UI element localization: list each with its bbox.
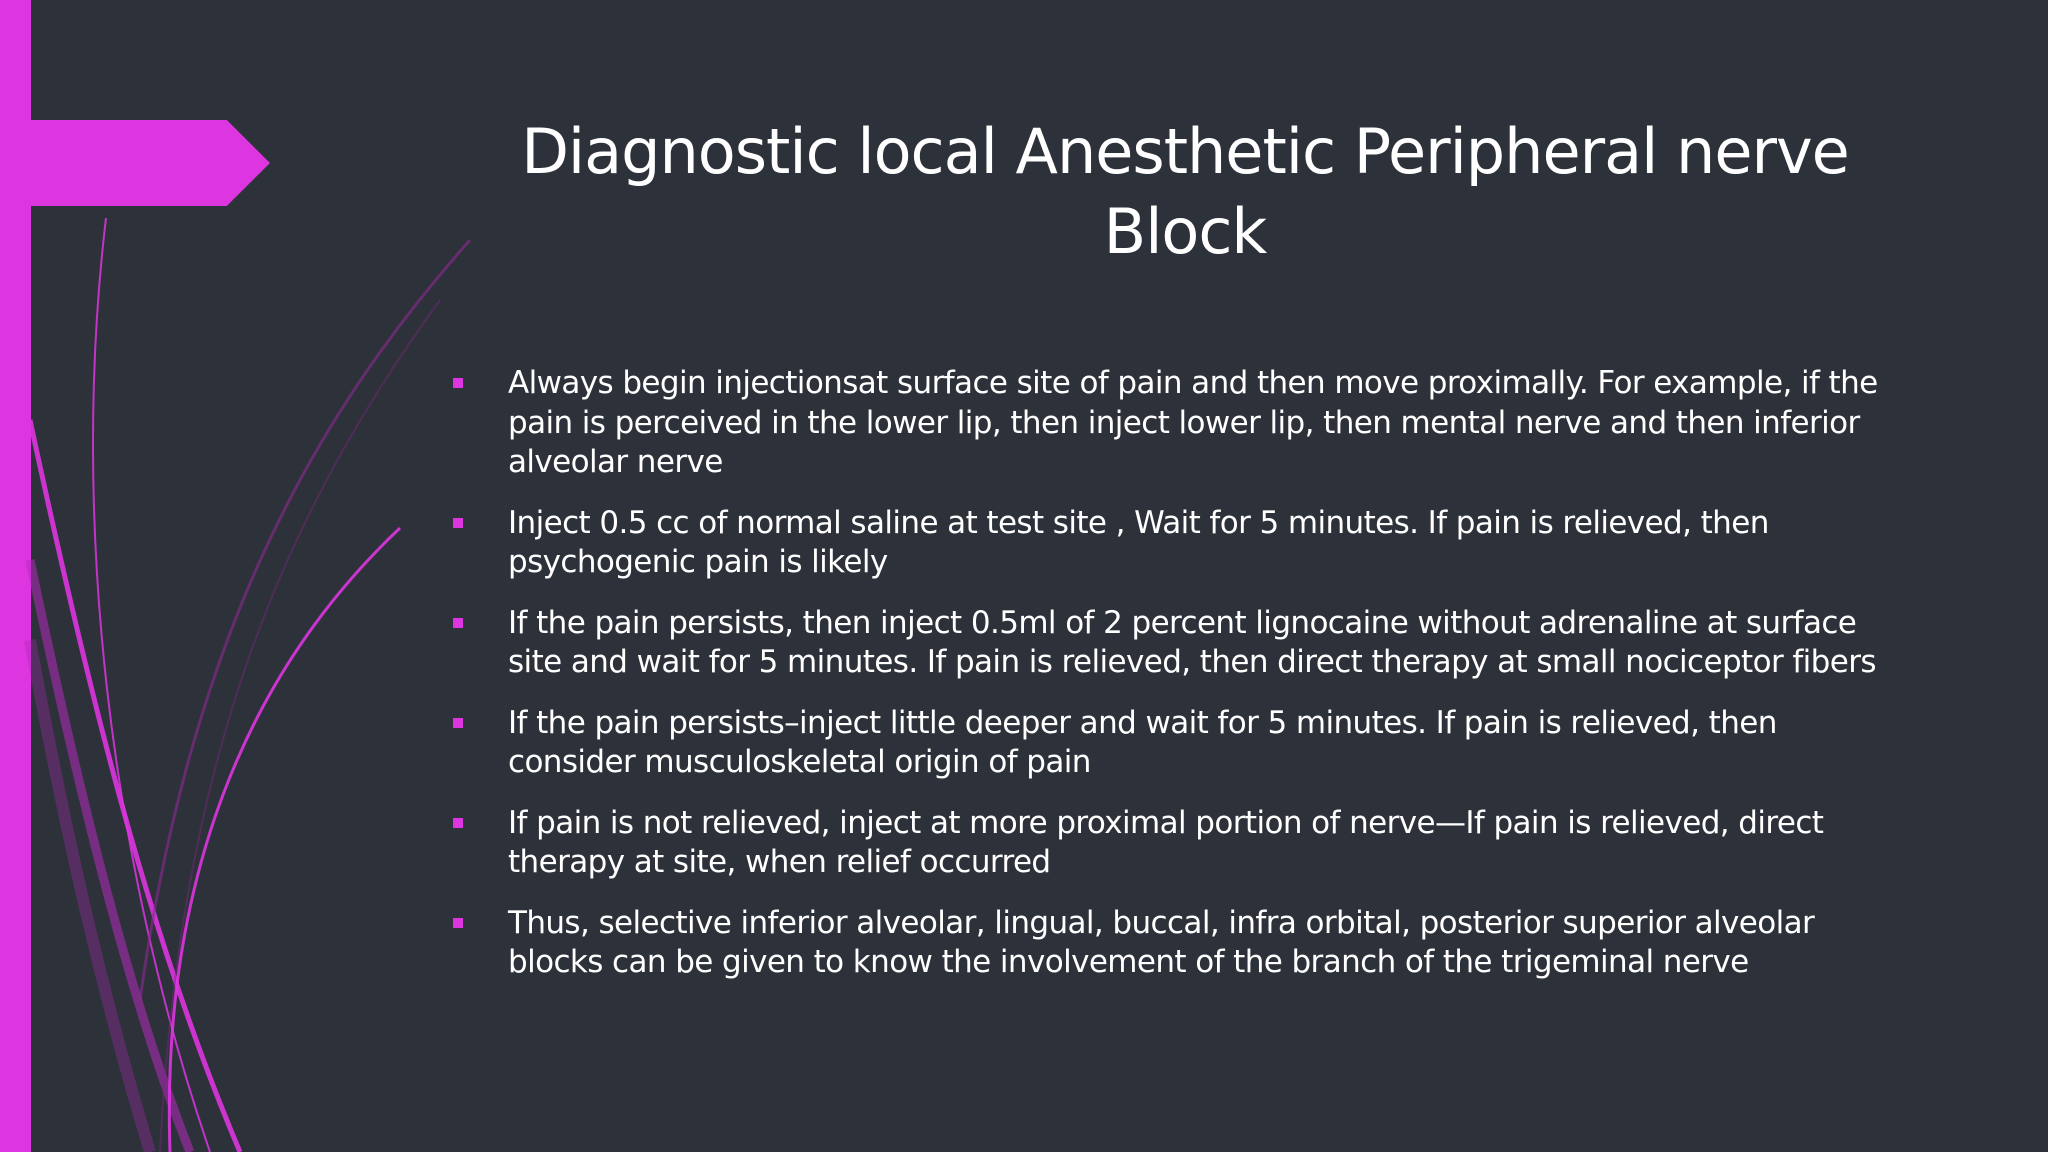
bullet-text: If the pain persists–inject little deeper and wait for 5 minutes. If pain is relieved, then consider musculoskeletal origin of pain	[508, 704, 1777, 780]
bullet-item	[450, 704, 1890, 783]
bullet-item	[450, 604, 1890, 683]
slide-title: Diagnostic local Anesthetic Peripheral nerve Block	[521, 115, 1849, 268]
bullet-item	[450, 804, 1890, 883]
bullet-text: If the pain persists, then inject 0.5ml of 2 percent lignocaine without adrenaline at surface site and wait for 5 minutes. If pain is relieved, then direct therapy at small nociceptor fibers	[508, 604, 1876, 680]
square-bullet-icon	[453, 618, 463, 628]
bullet-text: If pain is not relieved, inject at more proximal portion of nerve—If pain is relieved, direct therapy at site, when relief occurred	[508, 804, 1824, 880]
square-bullet-icon	[453, 818, 463, 828]
square-bullet-icon	[453, 718, 463, 728]
bullet-text: Thus, selective inferior alveolar, lingual, buccal, infra orbital, posterior superior alveolar blocks can be given to know the involvement of the branch of the trigeminal nerve	[508, 904, 1815, 980]
square-bullet-icon	[453, 378, 463, 388]
bullet-item	[450, 504, 1890, 583]
bullet-item	[450, 364, 1890, 483]
bullet-list	[450, 364, 1890, 1004]
bullet-text: Inject 0.5 cc of normal saline at test site , Wait for 5 minutes. If pain is relieved, then psychogenic pain is likely	[508, 504, 1769, 580]
bullet-text: Always begin injectionsat surface site of pain and then move proximally. For example, if the pain is perceived in the lower lip, then inject lower lip, then mental nerve and then inferior alveolar nerve	[508, 365, 1878, 480]
square-bullet-icon	[453, 918, 463, 928]
bullet-item	[450, 904, 1890, 983]
square-bullet-icon	[453, 518, 463, 528]
